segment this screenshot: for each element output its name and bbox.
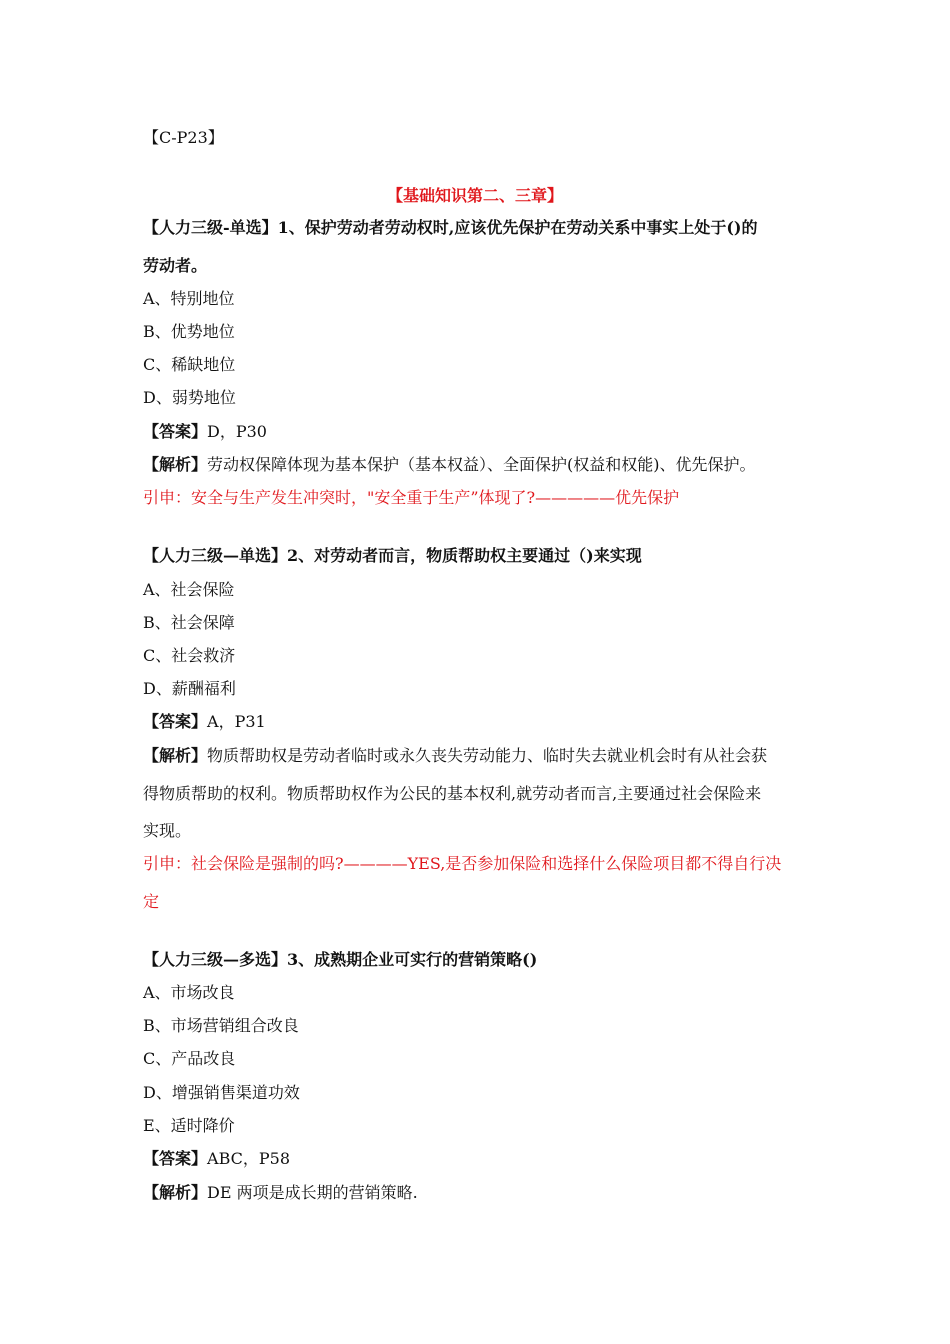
q1-option-a: A、特别地位 — [143, 289, 235, 308]
analysis-tag: 【解析】 — [143, 455, 208, 474]
q2-option-a: A、社会保险 — [143, 580, 235, 599]
q2-option-b: B、社会保障 — [143, 613, 235, 632]
q1-stem-line2: 劳动者。 — [143, 256, 208, 275]
answer-text: ABC，P58 — [207, 1149, 290, 1168]
page-reference: 【C-P23】 — [143, 128, 224, 147]
answer-text: D，P30 — [207, 422, 267, 441]
q2-stem: 【人力三级—单选】2、对劳动者而言，物质帮助权主要通过（)来实现 — [143, 546, 642, 565]
q3-stem: 【人力三级—多选】3、成熟期企业可实行的营销策略() — [143, 950, 538, 969]
q3-answer — [143, 1149, 813, 1169]
q1-extension: 引申：安全与生产发生冲突时，"安全重于生产”体现了?—————优先保护 — [143, 488, 680, 507]
analysis-text: 劳动权保障体现为基本保护（基本权益）、全面保护(权益和权能)、优先保护。 — [207, 455, 756, 474]
q3-option-b: B、市场营销组合改良 — [143, 1016, 299, 1035]
q2-extension-line1: 引申：社会保险是强制的吗?————YES,是否参加保险和选择什么保险项目都不得自行决 — [143, 854, 782, 873]
analysis-tag: 【解析】 — [143, 1183, 208, 1202]
q2-option-d: D、薪酬福利 — [143, 679, 236, 698]
q2-analysis-line2: 得物质帮助的权利。物质帮助权作为公民的基本权利,就劳动者而言,主要通过社会保险来 — [143, 784, 762, 803]
q3-option-a: A、市场改良 — [143, 983, 235, 1002]
q1-stem-line1: 【人力三级-单选】1、保护劳动者劳动权时,应该优先保护在劳动关系中事实上处于()的 — [143, 218, 758, 237]
answer-tag: 【答案】 — [143, 712, 208, 731]
analysis-tag: 【解析】 — [143, 746, 208, 765]
q1-analysis — [143, 455, 813, 475]
q2-option-c: C、社会救济 — [143, 646, 236, 665]
q3-option-c: C、产品改良 — [143, 1049, 236, 1068]
answer-tag: 【答案】 — [143, 1149, 208, 1168]
q2-analysis-line1 — [143, 746, 813, 766]
q3-option-e: E、适时降价 — [143, 1116, 235, 1135]
answer-tag: 【答案】 — [143, 422, 208, 441]
q1-option-c: C、稀缺地位 — [143, 355, 236, 374]
analysis-text: DE 两项是成长期的营销策略. — [207, 1183, 418, 1202]
analysis-text: 物质帮助权是劳动者临时或永久丧失劳动能力、临时失去就业机会时有从社会获 — [207, 746, 768, 765]
q3-analysis — [143, 1183, 813, 1203]
q2-extension-line2: 定 — [143, 892, 160, 911]
q1-option-b: B、优势地位 — [143, 322, 235, 341]
q1-option-d: D、弱势地位 — [143, 388, 236, 407]
q3-option-d: D、增强销售渠道功效 — [143, 1083, 300, 1102]
section-title: 【基础知识第二、三章】 — [386, 186, 563, 205]
q2-answer — [143, 712, 813, 732]
answer-text: A，P31 — [207, 712, 266, 731]
q1-answer — [143, 422, 813, 442]
q2-analysis-line3: 实现。 — [143, 821, 192, 840]
